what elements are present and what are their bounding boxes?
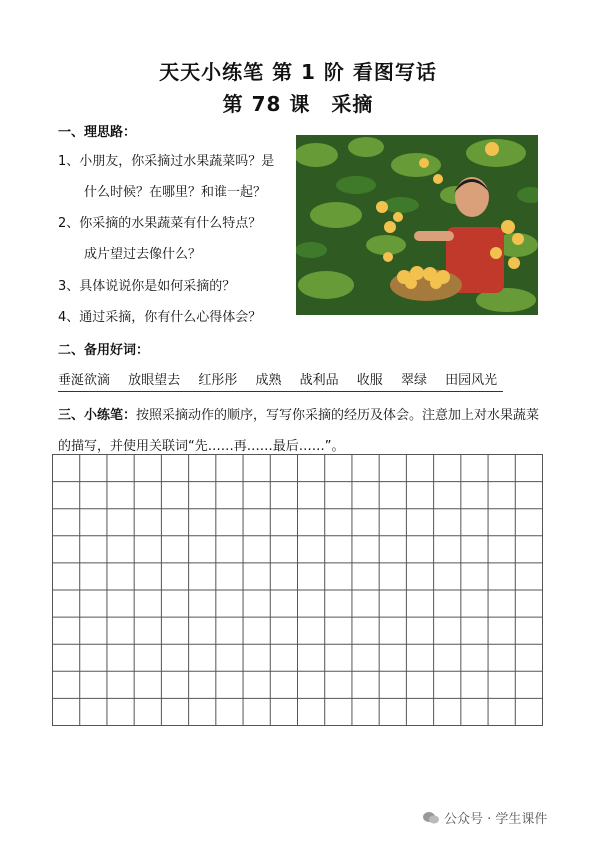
footer-watermark (422, 808, 547, 827)
good-word: 战利品 (299, 373, 339, 388)
good-word: 翠绿 (400, 373, 427, 388)
lesson-title: 第 78 课 采摘 (222, 92, 374, 116)
section3-heading: 三、小练笔： (58, 408, 137, 423)
good-word: 田园风光 (445, 373, 498, 388)
worksheet-title: 天天小练笔 第 1 阶 看图写话 (159, 60, 437, 84)
practice-text: 按照采摘动作的顺序，写写你采摘的经历及体会。注意加上对水果蔬菜的描写，并使用关联词“先……再……最后……”。 (58, 408, 540, 454)
question-2-continued: 成片望过去像什么？ (84, 247, 202, 262)
good-word: 垂涎欲滴 (58, 373, 111, 388)
section1-heading: 一、理思路： (58, 125, 137, 140)
question-3: 3、具体说说你是如何采摘的？ (58, 279, 236, 294)
good-word: 成熟 (255, 373, 282, 388)
good-word: 红彤彤 (198, 373, 238, 388)
good-word: 放眼望去 (128, 373, 181, 388)
question-1: 1、小朋友，你采摘过水果蔬菜吗？是 (58, 154, 275, 169)
question-1-continued: 什么时候？在哪里？和谁一起？ (84, 185, 267, 200)
section2-heading: 二、备用好词： (58, 343, 150, 358)
practice-instructions (58, 400, 548, 462)
wechat-icon (422, 811, 440, 825)
good-words-list (58, 369, 503, 392)
photo-illustration (296, 135, 538, 315)
question-2: 2、你采摘的水果蔬菜有什么特点？ (58, 216, 262, 231)
good-word: 收服 (356, 373, 383, 388)
question-4: 4、通过采摘，你有什么心得体会？ (58, 310, 262, 325)
picking-fruit-photo (296, 135, 538, 315)
writing-grid[interactable] (52, 454, 543, 726)
footer-text: 公众号 · 学生课件 (444, 812, 548, 827)
